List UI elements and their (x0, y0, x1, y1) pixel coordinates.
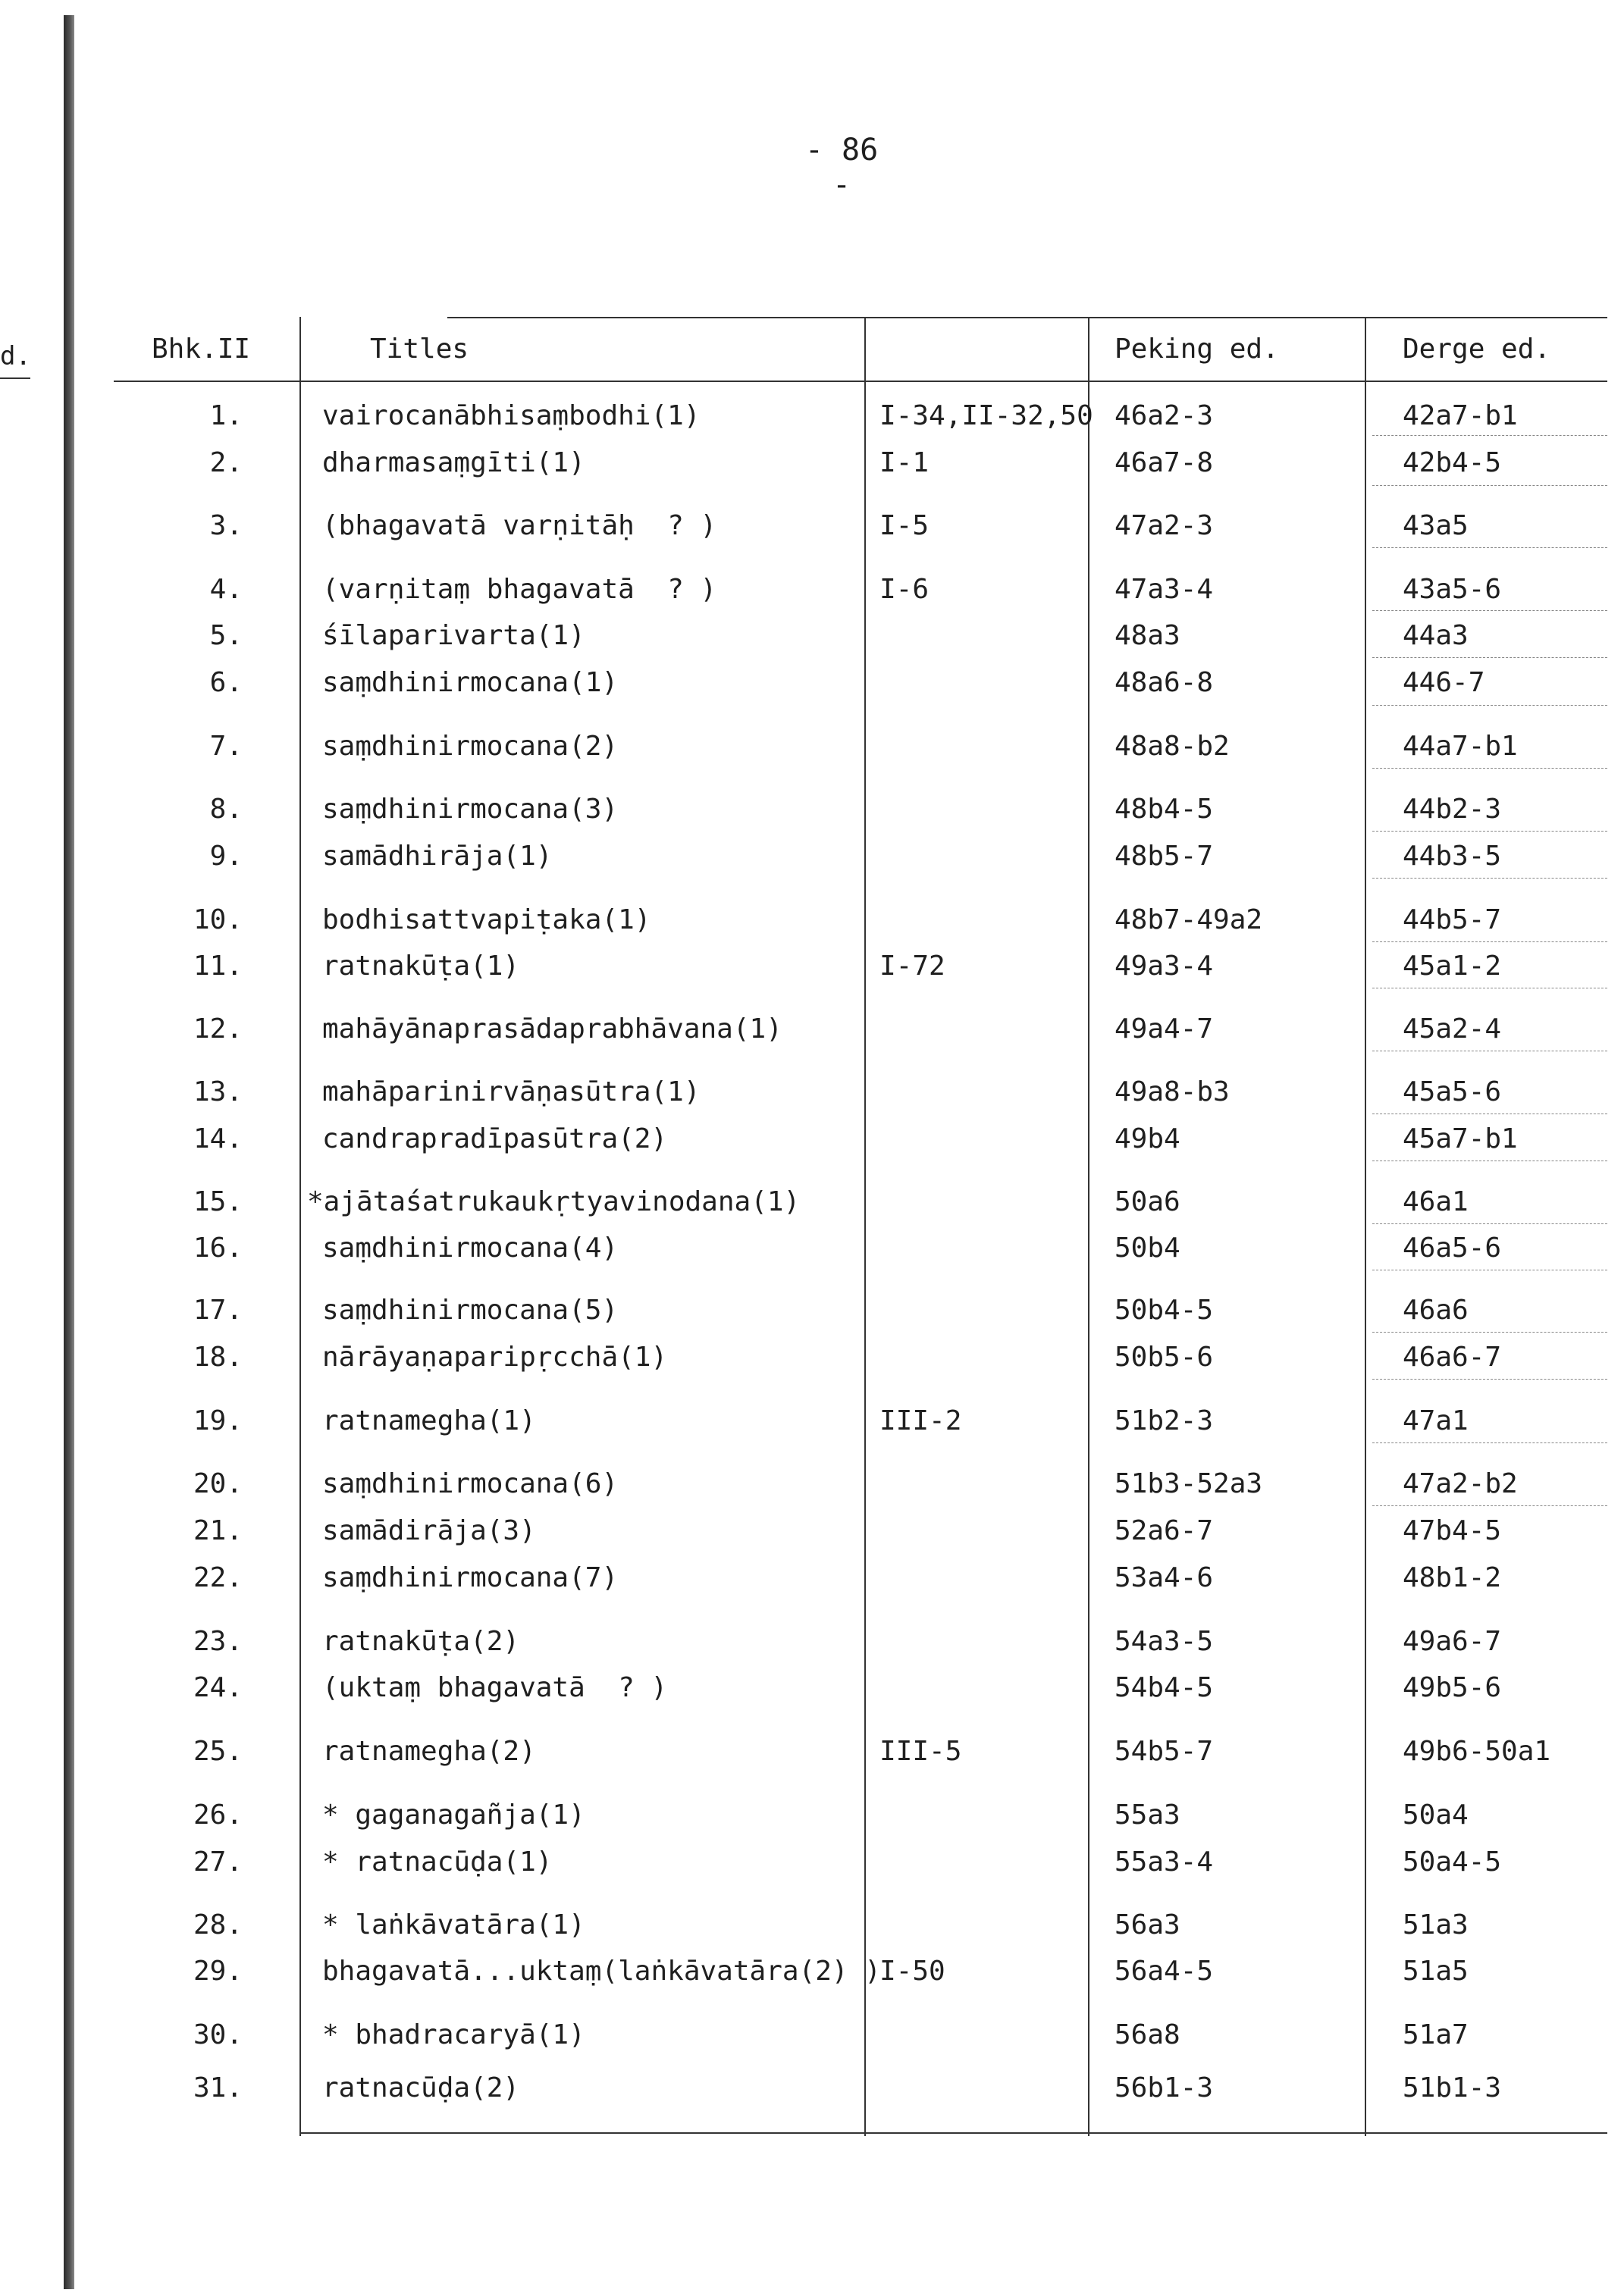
row-peking: 51b3-52a3 (1115, 1468, 1263, 1499)
row-derge: 45a7-b1 (1403, 1123, 1518, 1154)
table-row (0, 1909, 1624, 1947)
row-peking: 50b4 (1115, 1233, 1180, 1264)
row-title: saṃdhinirmocana(6) (322, 1468, 619, 1499)
row-peking: 46a7-8 (1115, 447, 1214, 478)
row-title: * bhadracaryā(1) (322, 2019, 585, 2050)
table-row (0, 620, 1624, 658)
row-title: ratnamegha(2) (322, 1736, 536, 1767)
table-row (0, 1562, 1624, 1600)
row-number: 1. (209, 400, 243, 431)
row-number: 26. (193, 1800, 243, 1831)
row-peking: 49a8-b3 (1115, 1076, 1230, 1107)
row-derge: 44b2-3 (1403, 794, 1502, 825)
edge-text: d. (0, 341, 31, 371)
page-number: - 86 - (804, 133, 879, 202)
row-title: bhagavatā...uktaṃ(laṅkāvatāra(2) ) (322, 1956, 881, 1987)
row-title: candrapradīpasūtra(2) (322, 1123, 668, 1154)
table-row (0, 794, 1624, 832)
derge-underline (1372, 831, 1607, 832)
row-derge: 47a2-b2 (1403, 1468, 1518, 1499)
row-title: * laṅkāvatāra(1) (322, 1909, 585, 1940)
row-title: śīlaparivarta(1) (322, 620, 585, 651)
derge-underline (1372, 547, 1607, 548)
row-title: ratnamegha(1) (322, 1405, 536, 1436)
derge-underline (1372, 1332, 1607, 1333)
row-ref: III-2 (879, 1405, 962, 1436)
derge-underline (1372, 657, 1607, 658)
table-row (0, 1295, 1624, 1333)
row-title: nārāyaṇaparipṛcchā(1) (322, 1342, 668, 1373)
row-derge: 45a2-4 (1403, 1013, 1502, 1045)
row-derge: 44a7-b1 (1403, 731, 1518, 762)
row-title: saṃdhinirmocana(3) (322, 794, 619, 825)
row-peking: 48b7-49a2 (1115, 904, 1263, 935)
row-derge: 51a7 (1403, 2019, 1469, 2050)
row-derge: 49b6-50a1 (1403, 1736, 1551, 1767)
row-title: (uktaṃ bhagavatā ? ) (322, 1672, 668, 1703)
row-derge: 44b3-5 (1403, 841, 1502, 872)
table-row (0, 731, 1624, 769)
row-peking: 53a4-6 (1115, 1562, 1214, 1593)
row-derge: 47b4-5 (1403, 1515, 1502, 1546)
row-number: 2. (209, 447, 243, 478)
row-derge: 50a4 (1403, 1800, 1469, 1831)
row-peking: 51b2-3 (1115, 1405, 1214, 1436)
row-ref: I-34,II-32,50 (879, 400, 1093, 431)
table-row (0, 574, 1624, 612)
row-title: (bhagavatā varṇitāḥ ? ) (322, 510, 717, 541)
table-row (0, 510, 1624, 548)
row-number: 16. (193, 1233, 243, 1264)
table-row (0, 1123, 1624, 1161)
row-title: saṃdhinirmocana(4) (322, 1233, 619, 1264)
edge-underline (0, 377, 30, 379)
table-row (0, 1468, 1624, 1506)
row-peking: 48b5-7 (1115, 841, 1214, 872)
row-peking: 56a4-5 (1115, 1956, 1214, 1987)
row-number: 12. (193, 1013, 243, 1045)
table-top-rule (447, 317, 1607, 318)
row-title: *ajātaśatrukaukṛtyavinodana(1) (307, 1186, 801, 1217)
row-derge: 51a3 (1403, 1909, 1469, 1940)
header-bhk: Bhk.II (152, 334, 251, 365)
row-peking: 46a2-3 (1115, 400, 1214, 431)
header-peking: Peking ed. (1115, 334, 1279, 365)
row-derge: 46a1 (1403, 1186, 1469, 1217)
table-row (0, 1800, 1624, 1837)
row-peking: 50b5-6 (1115, 1342, 1214, 1373)
row-number: 7. (209, 731, 243, 762)
row-ref: I-6 (879, 574, 930, 605)
row-derge: 50a4-5 (1403, 1847, 1502, 1878)
table-row (0, 1186, 1624, 1224)
row-peking: 54a3-5 (1115, 1626, 1214, 1657)
table-row (0, 1672, 1624, 1710)
row-peking: 52a6-7 (1115, 1515, 1214, 1546)
row-derge: 46a6-7 (1403, 1342, 1502, 1373)
table-row (0, 400, 1624, 438)
row-number: 19. (193, 1405, 243, 1436)
table-row (0, 2072, 1624, 2110)
row-title: samādhirāja(1) (322, 841, 553, 872)
row-number: 10. (193, 904, 243, 935)
row-ref: III-5 (879, 1736, 962, 1767)
row-number: 13. (193, 1076, 243, 1107)
table-row (0, 1515, 1624, 1553)
row-derge: 45a5-6 (1403, 1076, 1502, 1107)
table-row (0, 841, 1624, 879)
row-number: 20. (193, 1468, 243, 1499)
row-peking: 54b4-5 (1115, 1672, 1214, 1703)
row-derge: 51b1-3 (1403, 2072, 1502, 2103)
table-row (0, 447, 1624, 485)
row-number: 31. (193, 2072, 243, 2103)
derge-underline (1372, 610, 1607, 611)
row-number: 23. (193, 1626, 243, 1657)
row-peking: 48a6-8 (1115, 667, 1214, 698)
row-title: bodhisattvapiṭaka(1) (322, 904, 651, 935)
table-row (0, 904, 1624, 942)
row-peking: 56b1-3 (1115, 2072, 1214, 2103)
row-title: mahāparinirvāṇasūtra(1) (322, 1076, 701, 1107)
row-peking: 47a2-3 (1115, 510, 1214, 541)
row-number: 15. (193, 1186, 243, 1217)
row-peking: 47a3-4 (1115, 574, 1214, 605)
row-title: * gaganagañja(1) (322, 1800, 585, 1831)
row-number: 29. (193, 1956, 243, 1987)
row-title: saṃdhinirmocana(5) (322, 1295, 619, 1326)
row-title: * ratnacūḍa(1) (322, 1847, 553, 1878)
row-number: 9. (209, 841, 243, 872)
table-row (0, 1626, 1624, 1664)
row-number: 3. (209, 510, 243, 541)
derge-underline (1372, 705, 1607, 706)
row-ref: I-50 (879, 1956, 945, 1987)
row-derge: 46a5-6 (1403, 1233, 1502, 1264)
row-number: 24. (193, 1672, 243, 1703)
row-title: samādirāja(3) (322, 1515, 536, 1546)
row-number: 25. (193, 1736, 243, 1767)
row-number: 6. (209, 667, 243, 698)
row-derge: 51a5 (1403, 1956, 1469, 1987)
row-title: saṃdhinirmocana(1) (322, 667, 619, 698)
row-derge: 48b1-2 (1403, 1562, 1502, 1593)
derge-underline (1372, 941, 1607, 942)
table-row (0, 1342, 1624, 1380)
row-derge: 45a1-2 (1403, 951, 1502, 982)
table-row (0, 1956, 1624, 1994)
derge-underline (1372, 1505, 1607, 1506)
row-number: 5. (209, 620, 243, 651)
row-number: 21. (193, 1515, 243, 1546)
row-peking: 50a6 (1115, 1186, 1180, 1217)
row-title: dharmasaṃgīti(1) (322, 447, 585, 478)
row-derge: 49a6-7 (1403, 1626, 1502, 1657)
table-row (0, 1013, 1624, 1051)
row-number: 8. (209, 794, 243, 825)
row-derge: 43a5-6 (1403, 574, 1502, 605)
derge-underline (1372, 878, 1607, 879)
row-title: ratnacūḍa(2) (322, 2072, 520, 2103)
table-bottom-rule (299, 2132, 1607, 2134)
derge-underline (1372, 1223, 1607, 1224)
row-number: 27. (193, 1847, 243, 1878)
row-ref: I-1 (879, 447, 930, 478)
row-title: mahāyānaprasādaprabhāvana(1) (322, 1013, 782, 1045)
row-ref: I-5 (879, 510, 930, 541)
header-bottom-rule (114, 381, 1607, 382)
derge-underline (1372, 1379, 1607, 1380)
row-title: ratnakūṭa(2) (322, 1626, 520, 1657)
row-peking: 56a3 (1115, 1909, 1180, 1940)
row-number: 17. (193, 1295, 243, 1326)
table-row (0, 667, 1624, 705)
row-derge: 446-7 (1403, 667, 1485, 698)
derge-underline (1372, 768, 1607, 769)
row-number: 11. (193, 951, 243, 982)
row-number: 18. (193, 1342, 243, 1373)
row-peking: 54b5-7 (1115, 1736, 1214, 1767)
derge-underline (1372, 485, 1607, 486)
row-number: 14. (193, 1123, 243, 1154)
table-row (0, 1076, 1624, 1114)
header-titles: Titles (370, 334, 469, 365)
table-row (0, 1847, 1624, 1884)
row-peking: 50b4-5 (1115, 1295, 1214, 1326)
row-title: vairocanābhisaṃbodhi(1) (322, 400, 701, 431)
row-peking: 49b4 (1115, 1123, 1180, 1154)
row-number: 22. (193, 1562, 243, 1593)
row-peking: 49a4-7 (1115, 1013, 1214, 1045)
table-row (0, 1736, 1624, 1774)
table-row (0, 2019, 1624, 2057)
row-derge: 49b5-6 (1403, 1672, 1502, 1703)
row-peking: 55a3 (1115, 1800, 1180, 1831)
row-title: ratnakūṭa(1) (322, 951, 520, 982)
row-derge: 42b4-5 (1403, 447, 1502, 478)
table-row (0, 951, 1624, 988)
row-number: 30. (193, 2019, 243, 2050)
row-number: 4. (209, 574, 243, 605)
row-derge: 46a6 (1403, 1295, 1469, 1326)
row-peking: 49a3-4 (1115, 951, 1214, 982)
header-derge: Derge ed. (1403, 334, 1551, 365)
row-derge: 43a5 (1403, 510, 1469, 541)
row-derge: 44a3 (1403, 620, 1469, 651)
row-number: 28. (193, 1909, 243, 1940)
row-title: (varṇitaṃ bhagavatā ? ) (322, 574, 717, 605)
row-derge: 42a7-b1 (1403, 400, 1518, 431)
row-title: saṃdhinirmocana(2) (322, 731, 619, 762)
row-derge: 44b5-7 (1403, 904, 1502, 935)
derge-underline (1372, 1442, 1607, 1443)
table-row (0, 1405, 1624, 1443)
row-peking: 56a8 (1115, 2019, 1180, 2050)
row-ref: I-72 (879, 951, 945, 982)
row-derge: 47a1 (1403, 1405, 1469, 1436)
derge-underline (1372, 435, 1607, 436)
row-peking: 48a8-b2 (1115, 731, 1230, 762)
row-title: saṃdhinirmocana(7) (322, 1562, 619, 1593)
row-peking: 48a3 (1115, 620, 1180, 651)
row-peking: 55a3-4 (1115, 1847, 1214, 1878)
row-peking: 48b4-5 (1115, 794, 1214, 825)
table-row (0, 1233, 1624, 1270)
